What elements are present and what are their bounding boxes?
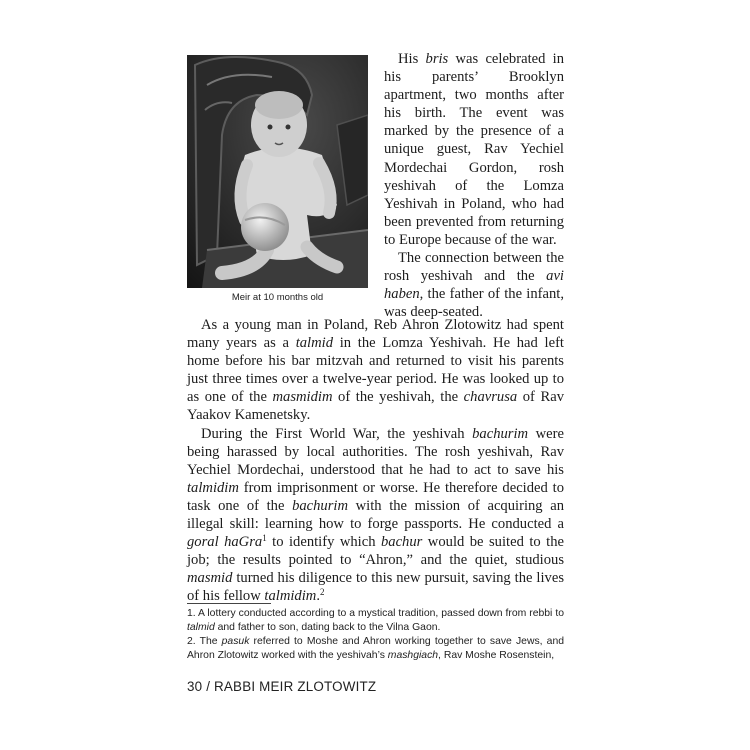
text-run: 2. The xyxy=(187,636,222,648)
italic-term: talmid xyxy=(187,621,215,633)
paragraph-world-war xyxy=(187,425,564,606)
italic-term: bris xyxy=(425,51,449,67)
text-run: would be suited to the job; the results pointed to “Ahron,” and the quiet, studious xyxy=(187,534,564,569)
text-run: to identify which xyxy=(266,534,381,551)
photo-caption: Meir at 10 months old xyxy=(231,292,324,303)
text-run: and father to son, dating back to the Vilna Gaon. xyxy=(214,621,441,633)
italic-term: avi haben xyxy=(384,268,564,303)
italic-term: masmidim xyxy=(272,389,333,406)
text-run: As a young man in Poland, Reb Ahron Zlotowitz had spent many years as a xyxy=(187,317,564,352)
text-run: . xyxy=(316,588,320,605)
footnote-rule xyxy=(187,603,271,604)
paragraph-poland xyxy=(187,316,564,425)
text-run: , Rav Moshe Rosenstein, xyxy=(438,649,555,661)
page-folio: 30 / RABBI MEIR ZLOTOWITZ xyxy=(187,679,377,694)
text-run: were being harassed by local authorities. The rosh yeshivah, Rav Yechiel Mordechai, understood that he had to act to save his xyxy=(187,425,564,478)
italic-term: chavrusa xyxy=(463,389,518,406)
text-run: of Rav Yaakov Kamenetsky. xyxy=(187,389,564,424)
text-run: turned his diligence to this new pursuit, saving the lives of his fellow xyxy=(187,570,564,605)
main-text-column xyxy=(187,316,564,606)
italic-term: bachurim xyxy=(292,497,349,514)
italic-term: talmidim xyxy=(187,479,239,496)
footnote-2 xyxy=(187,635,564,662)
italic-term: talmid xyxy=(295,335,333,352)
text-run: , the father of the infant, was deep-seated. xyxy=(384,286,564,321)
side-text-column xyxy=(384,50,564,321)
footnote-ref: 2 xyxy=(319,587,325,598)
text-run: in the Lomza Yeshivah. He had left home before his bar mitzvah and returned to visit his parents just three times over a twelve-year period. He was looked up to as one of the xyxy=(187,335,564,406)
italic-term: mashgiach xyxy=(387,649,439,661)
text-run: During the First World War, the yeshivah xyxy=(201,425,473,442)
footnotes xyxy=(187,607,564,663)
italic-term: bachurim xyxy=(472,425,529,442)
paragraph-bris xyxy=(384,50,564,249)
italic-term: pasuk xyxy=(221,636,250,648)
text-run: The connection between the rosh yeshivah and the xyxy=(384,250,564,285)
baby-photo xyxy=(187,55,368,288)
text-run: 1. A lottery conducted according to a mystical tradition, passed down from rebbi to xyxy=(187,608,564,619)
text-run: was celebrated in his parents’ Brooklyn apartment, two months after his birth. The event was marked by the presence of a unique guest, Rav Yechiel Mordechai Gordon, rosh yeshivah of the Lomza Yeshivah in Poland, who had been prevented from returning to Europe because of the war. xyxy=(384,51,564,248)
footnote-1 xyxy=(187,607,564,634)
footnote-ref: 1 xyxy=(262,533,267,544)
paragraph-connection xyxy=(384,249,564,321)
baby-photo-image xyxy=(187,55,368,288)
text-run: His xyxy=(398,51,426,67)
italic-term: bachur xyxy=(380,534,423,551)
text-run: referred to Moshe and Ahron working together to save Jews, and Ahron Zlotowitz worked with the yeshivah’s xyxy=(187,636,564,661)
text-run: with the mission of acquiring an illegal skill: learning how to forge passports. He conducted a xyxy=(187,497,564,533)
italic-term: masmid xyxy=(187,570,233,587)
text-run: from imprisonment or worse. He therefore decided to task one of the xyxy=(187,479,564,514)
italic-term: goral haGra xyxy=(187,534,263,551)
text-run: of the yeshivah, the xyxy=(332,389,464,406)
italic-term: talmidim xyxy=(264,588,317,605)
